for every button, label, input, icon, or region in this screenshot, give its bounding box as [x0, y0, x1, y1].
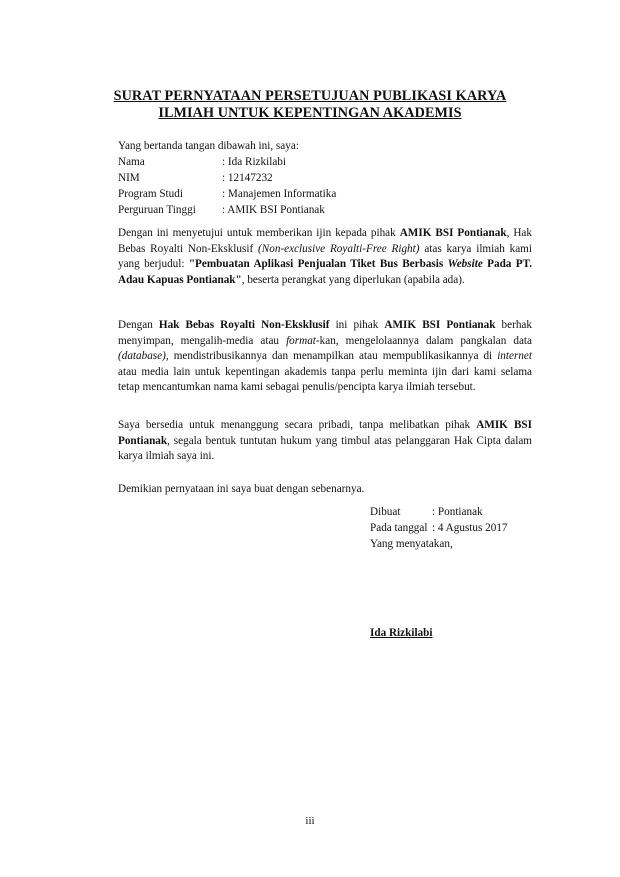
- text: , segala bentuk tuntutan hukum yang timbul atas pelanggaran Hak Cipta dalam karya ilmiah saya ini.: [118, 434, 532, 463]
- text: atau media lain untuk kepentingan akademis tanpa perlu meminta ijin dari kami selama tetap mencantumkan nama kami sebagai penulis/pencipta karya ilmiah tersebut.: [118, 365, 532, 394]
- identity-row-institution: [118, 202, 325, 218]
- text: -kan, mengelolaannya dalam pangkalan data: [315, 334, 532, 347]
- paragraph-liability: [118, 418, 532, 465]
- document-title: [90, 88, 530, 122]
- identity-value: : Ida Rizkilabi: [222, 156, 287, 168]
- signature-date-value: : 4 Agustus 2017: [432, 522, 508, 534]
- signature-place-label: Dibuat: [370, 506, 401, 518]
- identity-value: : 12147232: [222, 172, 273, 184]
- text-italic: internet: [497, 350, 532, 363]
- signature-date-label: Pada tanggal: [370, 522, 428, 534]
- identity-value: : Manajemen Informatika: [222, 188, 337, 200]
- identity-row-nim: [118, 170, 273, 186]
- paragraph-closing: Demikian pernyataan ini saya buat dengan sebenarnya.: [118, 483, 365, 495]
- text: Saya bersedia untuk menanggung secara pribadi, tanpa melibatkan pihak: [118, 419, 477, 431]
- text: , beserta perangkat yang diperlukan (apabila ada).: [241, 273, 465, 286]
- text-bold: "Pembuatan Aplikasi Penjualan Tiket Bus Berbasis: [188, 258, 448, 271]
- intro-text: Yang bertanda tangan dibawah ini, saya:: [118, 140, 299, 152]
- identity-row-program: [118, 186, 336, 202]
- identity-row-name: [118, 154, 286, 170]
- text: Dengan ini menyetujui untuk memberikan ijin kepada pihak: [118, 227, 400, 239]
- paragraph-consent: [118, 226, 532, 288]
- text-bold: Hak Bebas Royalti Non-Eksklusif: [158, 319, 330, 331]
- title-line-1: SURAT PERNYATAAN PERSETUJUAN PUBLIKASI KARYA: [113, 88, 507, 104]
- text-bold: AMIK BSI Pontianak: [384, 319, 496, 331]
- text: berhak menyimpan, mengalih-media atau: [118, 319, 532, 347]
- text-bold: AMIK BSI Pontianak: [118, 419, 532, 447]
- paragraph-rights: [118, 318, 532, 396]
- text-italic: (Non-exclusive Royalti-Free Right): [258, 242, 420, 255]
- text: ini pihak: [329, 319, 385, 331]
- identity-label: NIM: [118, 172, 140, 184]
- signature-date: [370, 520, 508, 536]
- title-line-2: ILMIAH UNTUK KEPENTINGAN AKADEMIS: [158, 105, 462, 121]
- text-italic: format: [286, 334, 316, 347]
- identity-label: Nama: [118, 156, 145, 168]
- page-number: iii: [305, 815, 315, 827]
- identity-label: Perguruan Tinggi: [118, 204, 196, 216]
- text: Dengan: [118, 319, 159, 331]
- identity-label: Program Studi: [118, 188, 183, 200]
- text-bold: Pada PT. Adau Kapuas Pontianak": [118, 258, 532, 286]
- identity-value: : AMIK BSI Pontianak: [222, 204, 325, 216]
- signature-statement: Yang menyatakan,: [370, 538, 453, 550]
- signature-place: [370, 504, 483, 520]
- text-bold-italic: Website: [447, 258, 483, 271]
- signature-place-value: : Pontianak: [432, 506, 483, 518]
- signer-name: Ida Rizkilabi: [370, 627, 433, 639]
- text: , Hak Bebas Royalti Non-Eksklusif: [118, 227, 532, 255]
- text: , mendistribusikannya dan menampilkan atau mempublikasikannya di: [165, 350, 498, 363]
- text-italic: (database): [118, 350, 166, 363]
- text: atas karya ilmiah kami yang berjudul:: [118, 242, 532, 271]
- text-bold: AMIK BSI Pontianak: [399, 227, 507, 239]
